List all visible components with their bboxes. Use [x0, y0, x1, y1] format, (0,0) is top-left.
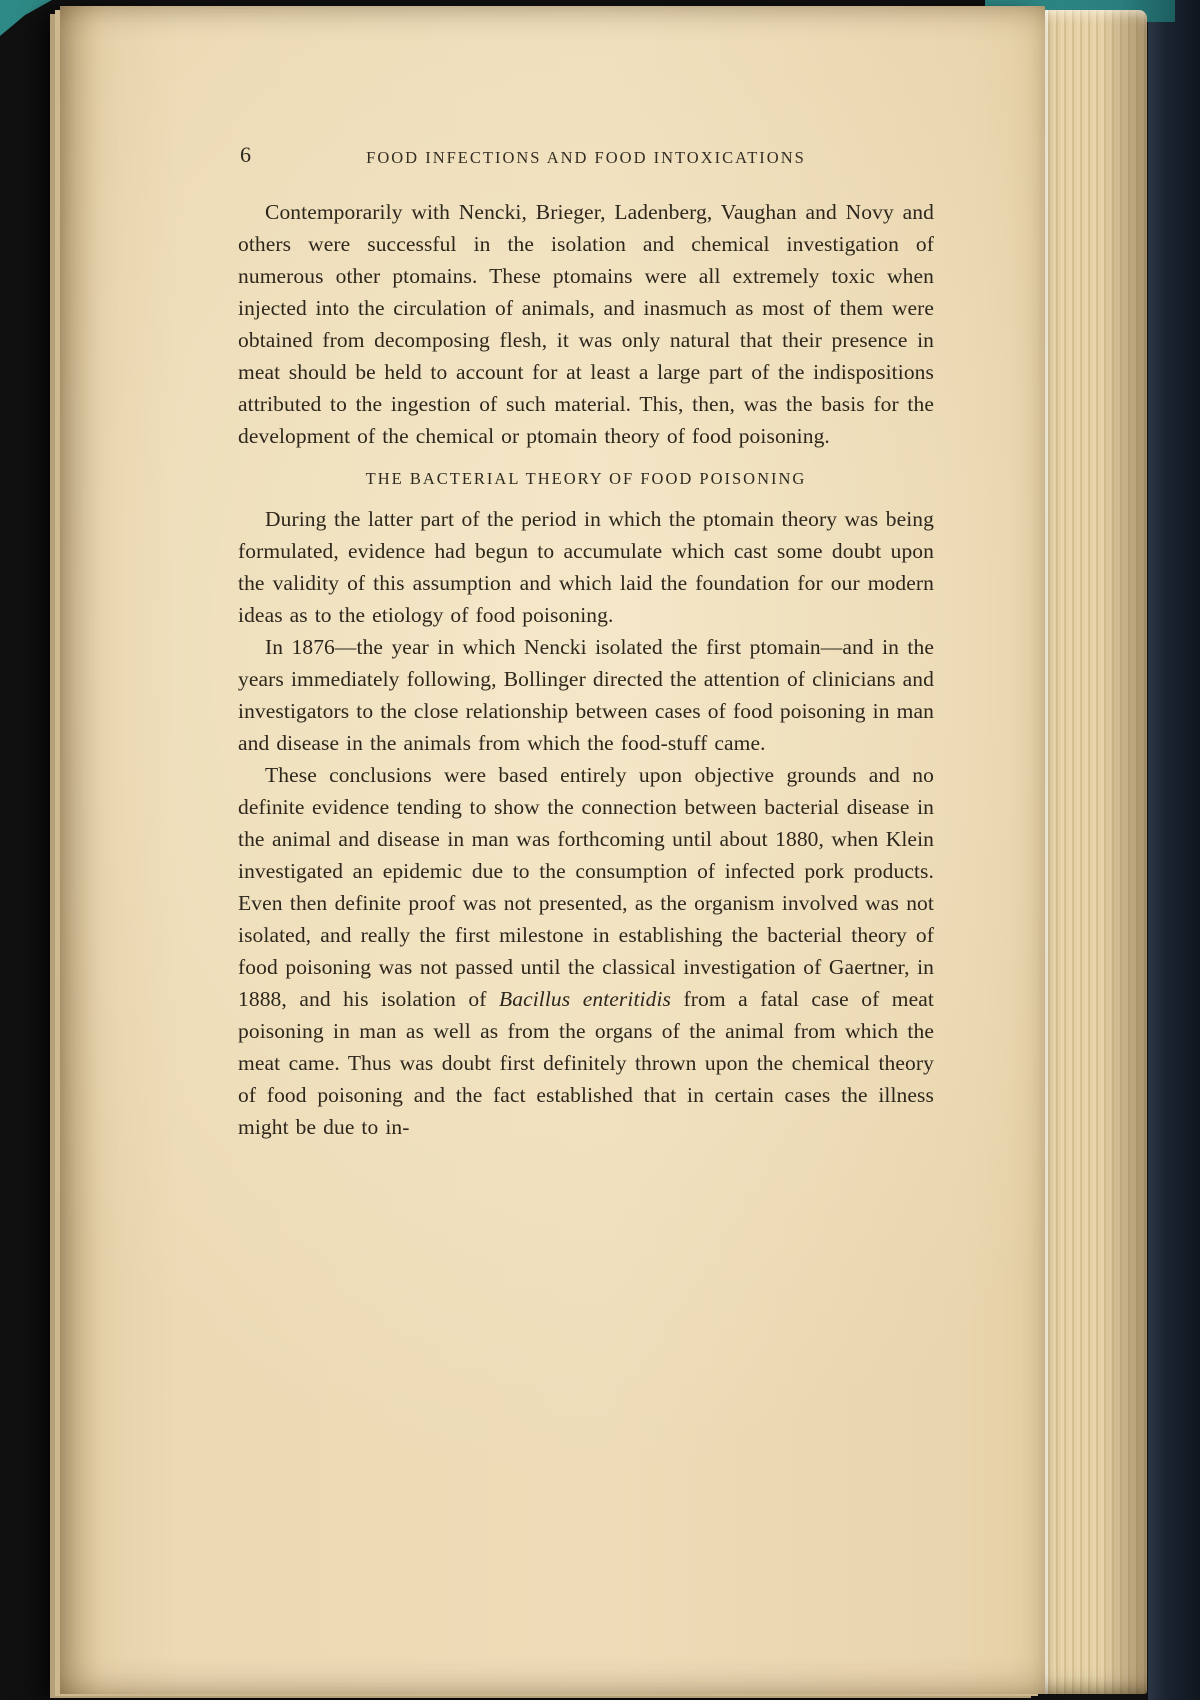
paragraph: Contemporarily with Nencki, Brieger, Ladenberg, Vaughan and Novy and others were successful in the isolation and chemical investigation of numerous other ptomains. These ptomains were all extremely toxic when injected into the circulation of animals, and inasmuch as most of them were obtained from decomposing flesh, it was only natural that their presence in meat should be held to account for at least a large part of the indispositions attributed to the ingestion of such material. This, then, was the basis for the development of the chemical or ptomain theory of food poisoning.: [238, 200, 934, 448]
paragraph: In 1876—the year in which Nencki isolated the first ptomain—and in the years immediately following, Bollinger directed the attention of clinicians and investigators to the close relationship between cases of food poisoning in man and disease in the animals from which the food-stuff came.: [238, 635, 934, 755]
page-edge-stack: [1045, 10, 1147, 1694]
running-header: FOOD INFECTIONS AND FOOD INTOXICATIONS: [366, 148, 806, 167]
page-number: 6: [240, 142, 251, 167]
page-header: [238, 144, 934, 174]
page-text: [238, 196, 934, 1143]
paragraph: These conclusions were based entirely upon objective grounds and no definite evidence tending to show the connection between bacterial disease in the animal and disease in man was forthcoming until about 1880, when Klein investigated an epidemic due to the consumption of infected pork products. Even then definite proof was not presented, as the organism involved was not isolated, and really the first milestone in establishing the bacterial theory of food poisoning was not passed until the classical investigation of Gaertner, in 1888, and his isolation of Bacillus enteritidis from a fatal case of meat poisoning in man as well as from the organs of the animal from which the meat came. Thus was doubt first definitely thrown upon the chemical theory of food poisoning and the fact established that in certain cases the illness might be due to in-: [238, 763, 934, 1139]
book-cover-edge: [1148, 0, 1200, 1700]
book-page: [60, 6, 1045, 1694]
cover-corner-teal-left: [0, 0, 52, 36]
paragraph: During the latter part of the period in which the ptomain theory was being formulated, evidence had begun to accumulate which cast some doubt upon the validity of this assumption and which laid the foundation for our modern ideas as to the etiology of food poisoning.: [238, 507, 934, 627]
section-heading: THE BACTERIAL THEORY OF FOOD POISONING: [365, 469, 807, 488]
